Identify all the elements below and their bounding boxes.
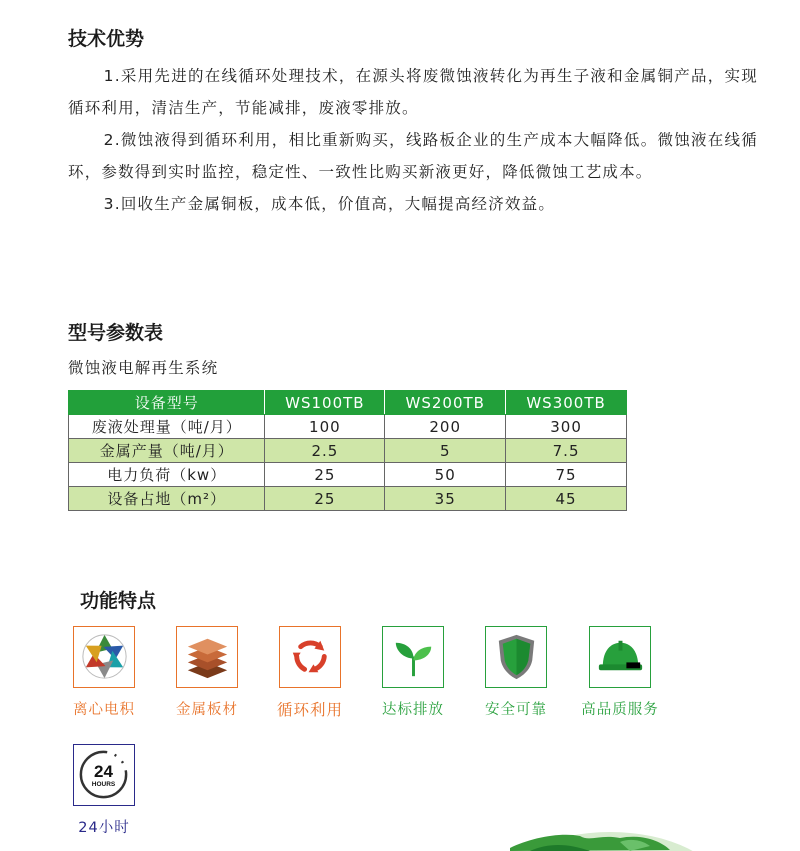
aperture-icon [73, 626, 135, 688]
advantages-title: 技术优势 [68, 28, 145, 50]
spec-title: 型号参数表 [68, 322, 164, 344]
table-cell: 设备占地（m²） [69, 487, 265, 511]
feature-item [161, 626, 253, 719]
clock-number: 24 [94, 762, 113, 781]
table-cell: 25 [265, 487, 385, 511]
table-row [69, 439, 627, 463]
sprout-icon [382, 626, 444, 688]
feature-item [58, 744, 150, 837]
feature-label: 金属板材 [176, 702, 238, 718]
table-header-row [69, 391, 627, 415]
table-row [69, 487, 627, 511]
table-cell: 75 [506, 463, 627, 487]
recycle-icon [279, 626, 341, 688]
feature-item [58, 626, 150, 719]
table-cell: 200 [385, 415, 506, 439]
advantage-item: 3.回收生产金属铜板，成本低，价值高，大幅提高经济效益。 [103, 195, 556, 213]
feature-item [567, 626, 673, 719]
globe-image [470, 828, 800, 851]
table-cell: 45 [506, 487, 627, 511]
feature-label: 离心电积 [73, 702, 135, 718]
helmet-icon [589, 626, 651, 688]
table-cell: 50 [385, 463, 506, 487]
feature-label: 24小时 [78, 820, 130, 836]
table-cell: 25 [265, 463, 385, 487]
feature-label: 安全可靠 [485, 702, 547, 718]
feature-item [264, 626, 356, 720]
table-cell: 电力负荷（kw） [69, 463, 265, 487]
feature-item [470, 626, 562, 719]
features-title: 功能特点 [80, 590, 157, 612]
feature-label: 达标排放 [382, 702, 444, 718]
advantage-item: 2.微蚀液得到循环利用，相比重新购买，线路板企业的生产成本大幅降低。微蚀液在线循环，参数得到实时监控，稳定性、一致性比购买新液更好，降低微蚀工艺成本。 [68, 131, 758, 181]
feature-label: 循环利用 [276, 701, 343, 719]
advantages-text [68, 60, 758, 220]
table-cell: 2.5 [265, 439, 385, 463]
header-cell: WS200TB [385, 391, 506, 415]
shield-icon [485, 626, 547, 688]
header-cell: WS300TB [506, 391, 627, 415]
clock-24-icon [73, 744, 135, 806]
header-cell: 设备型号 [69, 391, 265, 415]
table-row [69, 415, 627, 439]
advantage-item: 1.采用先进的在线循环处理技术，在源头将废微蚀液转化为再生子液和金属铜产品，实现循环利用，清洁生产，节能减排，废液零排放。 [68, 67, 758, 117]
table-cell: 100 [265, 415, 385, 439]
table-cell: 金属产量（吨/月） [69, 439, 265, 463]
table-cell: 5 [385, 439, 506, 463]
table-row [69, 463, 627, 487]
spec-subtitle: 微蚀液电解再生系统 [68, 359, 219, 377]
table-cell: 300 [506, 415, 627, 439]
spec-table [68, 390, 627, 511]
metal-sheets-icon [176, 626, 238, 688]
table-cell: 35 [385, 487, 506, 511]
feature-label: 高品质服务 [581, 702, 659, 718]
clock-hours: HOURS [91, 781, 116, 788]
table-cell: 废液处理量（吨/月） [69, 415, 265, 439]
header-cell: WS100TB [265, 391, 385, 415]
table-cell: 7.5 [506, 439, 627, 463]
feature-item [367, 626, 459, 719]
